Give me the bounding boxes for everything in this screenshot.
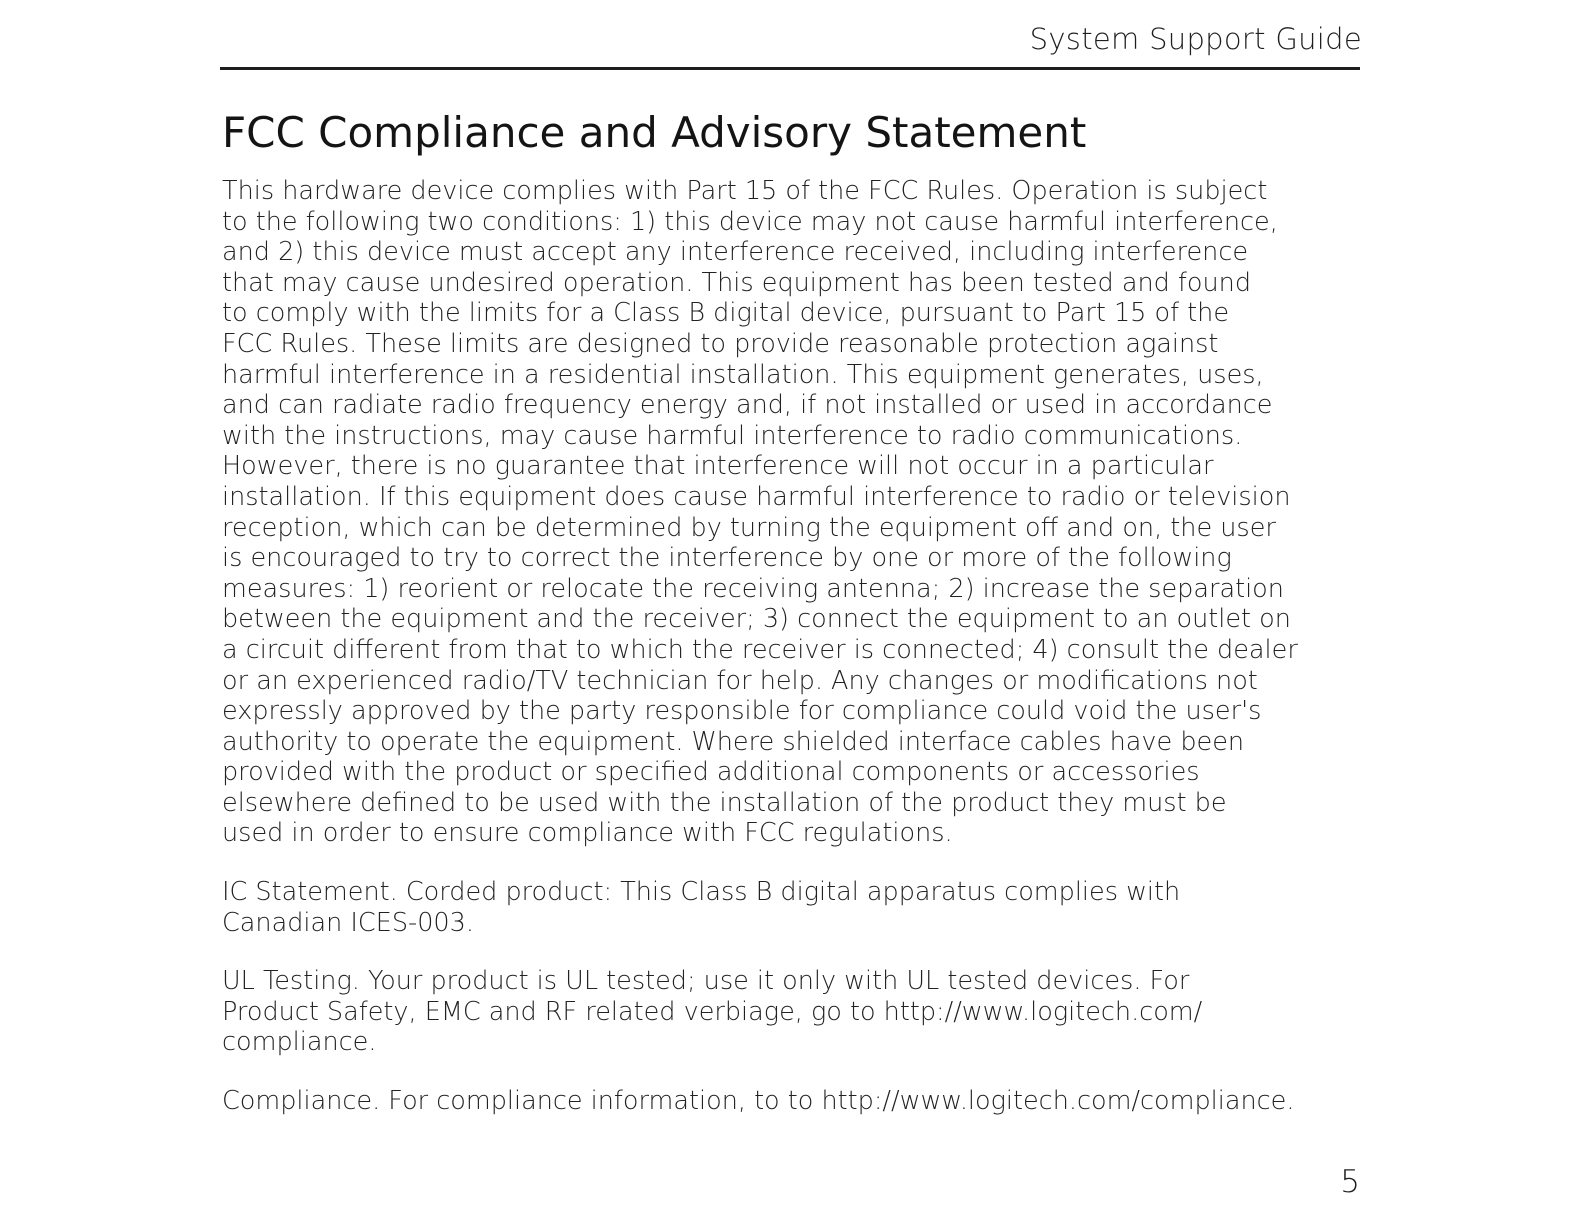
text-line: or an experienced radio/TV technician for help. Any changes or modifications not: [222, 665, 1258, 696]
text-line: used in order to ensure compliance with FCC regulations.: [222, 818, 953, 849]
text-line: is encouraged to try to correct the interference by one or more of the following: [222, 543, 1232, 574]
fcc-statement-paragraph: [222, 176, 1372, 849]
text-line: However, there is no guarantee that interference will not occur in a particular: [222, 451, 1214, 482]
text-line: between the equipment and the receiver; 3) connect the equipment to an outlet on: [222, 604, 1291, 635]
text-line: compliance.: [222, 1027, 377, 1058]
text-line: provided with the product or specified additional components or accessories: [222, 757, 1200, 788]
compliance-paragraph: [222, 1086, 1372, 1117]
text-line: This hardware device complies with Part 15 of the FCC Rules. Operation is subject: [222, 176, 1268, 206]
text-line: reception, which can be determined by turning the equipment off and on, the user: [222, 512, 1276, 543]
text-line: installation. If this equipment does cause harmful interference to radio or television: [222, 481, 1291, 512]
text-line: and 2) this device must accept any interference received, including interference: [222, 237, 1249, 268]
text-line: Compliance. For compliance information, to to http://www.logitech.com/compliance.: [222, 1086, 1295, 1117]
text-line: elsewhere defined to be used with the installation of the product they must be: [222, 787, 1227, 818]
header-rule: [220, 67, 1360, 70]
ul-testing-paragraph: [222, 966, 1372, 1058]
page-number: 5: [1340, 1164, 1360, 1200]
text-line: Product Safety, EMC and RF related verbiage, go to http://www.logitech.com/: [222, 996, 1203, 1027]
text-line: Canadian ICES-003.: [222, 907, 474, 938]
text-line: measures: 1) reorient or relocate the receiving antenna; 2) increase the separation: [222, 573, 1284, 604]
text-line: harmful interference in a residential installation. This equipment generates, uses,: [222, 359, 1264, 390]
text-line: authority to operate the equipment. Where shielded interface cables have been: [222, 726, 1245, 757]
text-line: FCC Rules. These limits are designed to provide reasonable protection against: [222, 328, 1219, 359]
running-header: System Support Guide: [1029, 22, 1362, 56]
text-line: IC Statement. Corded product: This Class B digital apparatus complies with: [222, 877, 1181, 908]
text-line: that may cause undesired operation. This equipment has been tested and found: [222, 267, 1252, 298]
text-line: to comply with the limits for a Class B digital device, pursuant to Part 15 of the: [222, 298, 1230, 329]
page-title: FCC Compliance and Advisory Statement: [222, 108, 1087, 157]
text-line: a circuit different from that to which the receiver is connected; 4) consult the dealer: [222, 634, 1298, 665]
text-line: with the instructions, may cause harmful interference to radio communications.: [222, 420, 1243, 451]
text-line: UL Testing. Your product is UL tested; use it only with UL tested devices. For: [222, 966, 1190, 997]
ic-statement-paragraph: [222, 877, 1372, 938]
text-line: expressly approved by the party responsible for compliance could void the user's: [222, 696, 1262, 727]
body-content: [222, 176, 1372, 1145]
text-line: to the following two conditions: 1) this device may not cause harmful interference,: [222, 206, 1278, 237]
text-line: and can radiate radio frequency energy and, if not installed or used in accordance: [222, 390, 1273, 421]
